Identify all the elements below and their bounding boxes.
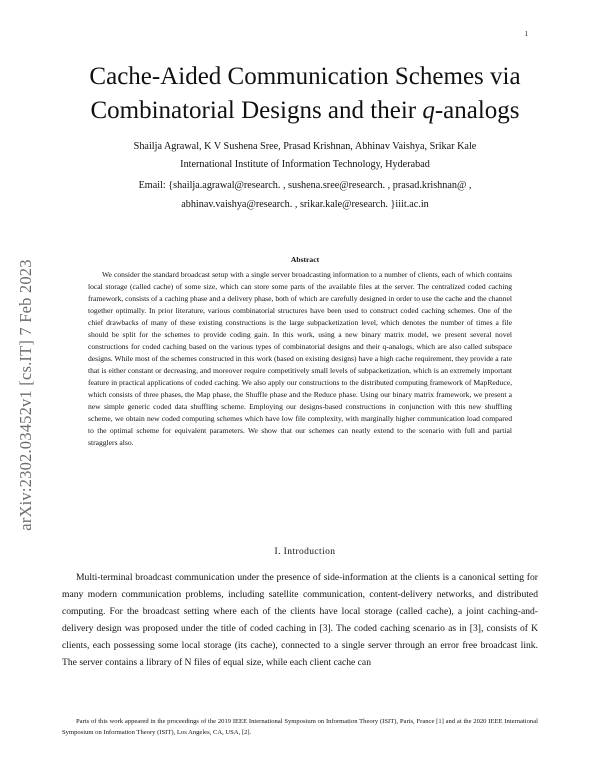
title-line-1: Cache-Aided Communication Schemes via xyxy=(89,63,521,90)
footnote: Parts of this work appeared in the proceedings of the 2019 IEEE International Symposium on Information Theory (ISIT), Paris, France [1] and at the 2020 IEEE International Symposium on Information Theory (ISIT), Los Angeles, CA, USA, [2]. xyxy=(62,718,538,736)
page-number: 1 xyxy=(524,30,528,38)
introduction-paragraph: Multi-terminal broadcast communication under the presence of side-information at the clients is a canonical setting for many modern communication problems, including satellite communication, content-delivery networks, and distributed computing. For the broadcast setting where each of the clients have local storage (called cache), a joint caching-and-delivery design was proposed under the title of coded caching in [3]. The coded caching scenario as in [3], consists of K clients, each possessing some local storage (its cache), connected to a single server through an error free broadcast link. The server contains a library of N files of equal size, while each client cache can xyxy=(62,572,538,669)
arxiv-identifier: arXiv:2302.03452v1 [cs.IT] 7 Feb 2023 xyxy=(16,259,35,531)
email-line-2: abhinav.vaishya@research. , srikar.kale@research. }iiit.ac.in xyxy=(181,199,429,210)
arxiv-identifier-sidebar xyxy=(18,230,34,560)
title-line-2-suffix: -analogs xyxy=(434,97,520,124)
paper-title xyxy=(60,60,550,128)
title-q-symbol: q xyxy=(422,97,435,124)
author-list: Shailja Agrawal, K V Sushena Sree, Prasad Krishnan, Abhinav Vaishya, Srikar Kale xyxy=(133,141,477,152)
abstract-heading: Abstract xyxy=(290,255,320,264)
email-line-1: Email: {shailja.agrawal@research. , sushena.sree@research. , prasad.krishnan@ , xyxy=(138,180,472,191)
title-line-2 xyxy=(60,94,550,128)
section-heading-introduction: I. Introduction xyxy=(274,547,336,557)
affiliation: International Institute of Information Technology, Hyderabad xyxy=(180,159,430,170)
abstract-body: We consider the standard broadcast setup with a single server broadcasting information to a number of clients, each of which contains local storage (called cache) of some size, which can store some parts of the available files at the server. The centralized coded caching framework, consists of a caching phase and a delivery phase, both of which are carefully designed in order to use the cache and the channel together optimally. In prior literature, various combinatorial structures have been used to construct coded caching schemes. One of the chief drawbacks of many of these existing constructions is the large subpacketization level, which denotes the number of times a file should be split for the schemes to provide coding gain. In this work, using a new binary matrix model, we present several novel constructions for coded caching based on the various types of combinatorial designs and their q-analogs, which are also called subspace designs. While most of the schemes constructed in this work (based on existing designs) have a high cache requirement, they provide a rate that is either constant or decreasing, and moreover require competitively small levels of subpacketization, which is an extremely important feature in practical applications of coded caching. We also apply our constructions to the distributed computing framework of MapReduce, which consists of three phases, the Map phase, the Shuffle phase and the Reduce phase. Using our binary matrix framework, we present a new simple generic coded data shuffling scheme. Employing our designs-based constructions in conjunction with this new shuffling scheme, we obtain new coded computing schemes which have low file complexity, with marginally higher communication load compared to the optimal scheme for equivalent parameters. We show that our schemes can neatly extend to the scenario with full and partial stragglers also. xyxy=(88,270,512,448)
title-line-2-prefix: Combinatorial Designs and their xyxy=(90,97,423,124)
